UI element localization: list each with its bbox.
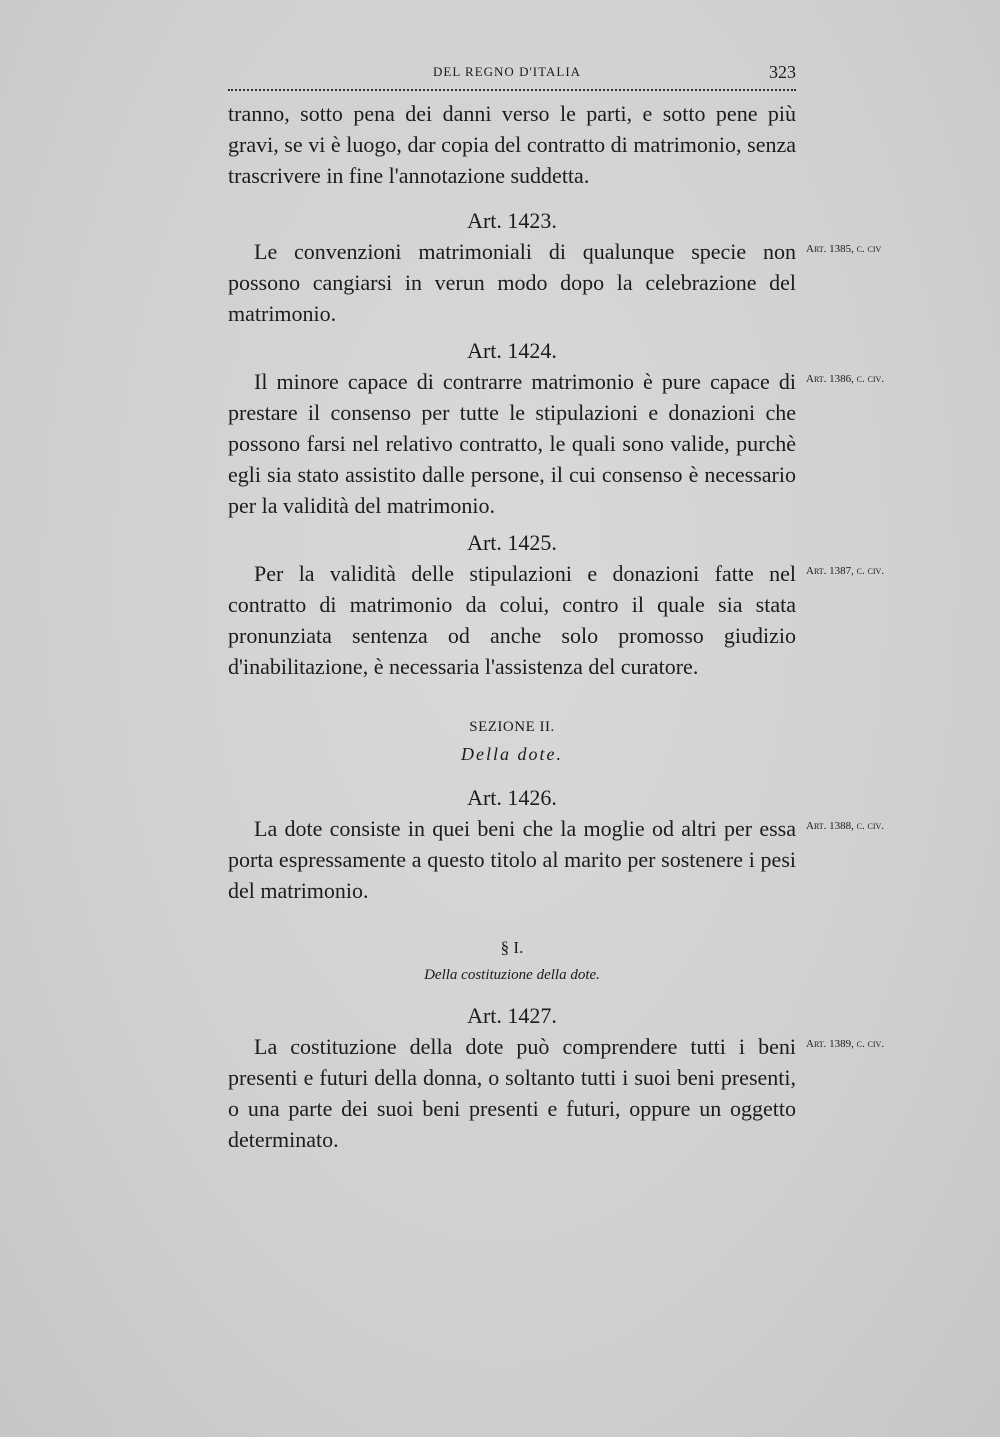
- page-number: 323: [769, 62, 796, 82]
- article-1426: [228, 813, 885, 906]
- article-1425: [228, 558, 885, 682]
- article-heading-1427: Art. 1427.: [467, 1003, 557, 1028]
- paragraph-section-title: § I.: [500, 938, 524, 957]
- article-heading-1424: Art. 1424.: [467, 338, 557, 363]
- article-text-1427: La costituzione della dote può comprendere tutti i beni presenti e futuri della donna, o soltanto tutti i suoi beni presenti, o una parte dei suoi beni presenti e futuri, oppure un oggetto determinato.: [228, 1034, 796, 1152]
- margin-note-1425: Art. 1387, c. civ.: [806, 565, 885, 577]
- article-text-1424: Il minore capace di contrarre matrimonio è pure capace di prestare il consenso per tutte le stipulazioni e donazioni che possono farsi nel relativo contratto, le quali sono valide, purchè egli sia stato assistito dalle persone, il cui consenso è necessario per la validità del matrimonio.: [228, 369, 796, 518]
- page-header: [228, 62, 796, 92]
- paragraph-section-subtitle: Della costituzione della dote.: [424, 967, 600, 983]
- continuation-paragraph: tranno, sotto pena dei danni verso le parti, e sotto pene più gravi, se vi è luogo, dar copia del contratto di matrimonio, senza trascrivere in fine l'annotazione suddetta.: [228, 101, 796, 188]
- margin-note-1423: Art. 1385, c. civ: [806, 243, 882, 255]
- article-1423: [228, 236, 882, 329]
- article-heading-1423: Art. 1423.: [467, 208, 557, 233]
- margin-note-1424: Art. 1386, c. civ.: [806, 373, 885, 385]
- article-text-1423: Le convenzioni matrimoniali di qualunque specie non possono cangiarsi in verun modo dopo la celebrazione del matrimonio.: [228, 239, 796, 326]
- page-body: [228, 98, 885, 1155]
- margin-note-1426: Art. 1388, c. civ.: [806, 820, 885, 832]
- header-rule: [228, 89, 796, 91]
- section-title: SEZIONE II.: [469, 719, 555, 735]
- section-subtitle: Della dote.: [461, 744, 563, 764]
- article-1424: [228, 366, 885, 521]
- article-heading-1425: Art. 1425.: [467, 530, 557, 555]
- article-heading-1426: Art. 1426.: [467, 785, 557, 810]
- margin-note-1427: Art. 1389, c. civ.: [806, 1038, 885, 1050]
- article-text-1425: Per la validità delle stipulazioni e donazioni fatte nel contratto di matrimonio da colui, contro il quale sia stata pronunziata sentenza od anche solo promosso giudizio d'inabilitazione, è necessaria l'assistenza del curatore.: [228, 561, 796, 679]
- running-head: DEL REGNO D'ITALIA: [433, 64, 582, 79]
- article-1427: [228, 1031, 885, 1155]
- article-text-1426: La dote consiste in quei beni che la moglie od altri per essa porta espressamente a questo titolo al marito per sostenere i pesi del matrimonio.: [228, 816, 796, 903]
